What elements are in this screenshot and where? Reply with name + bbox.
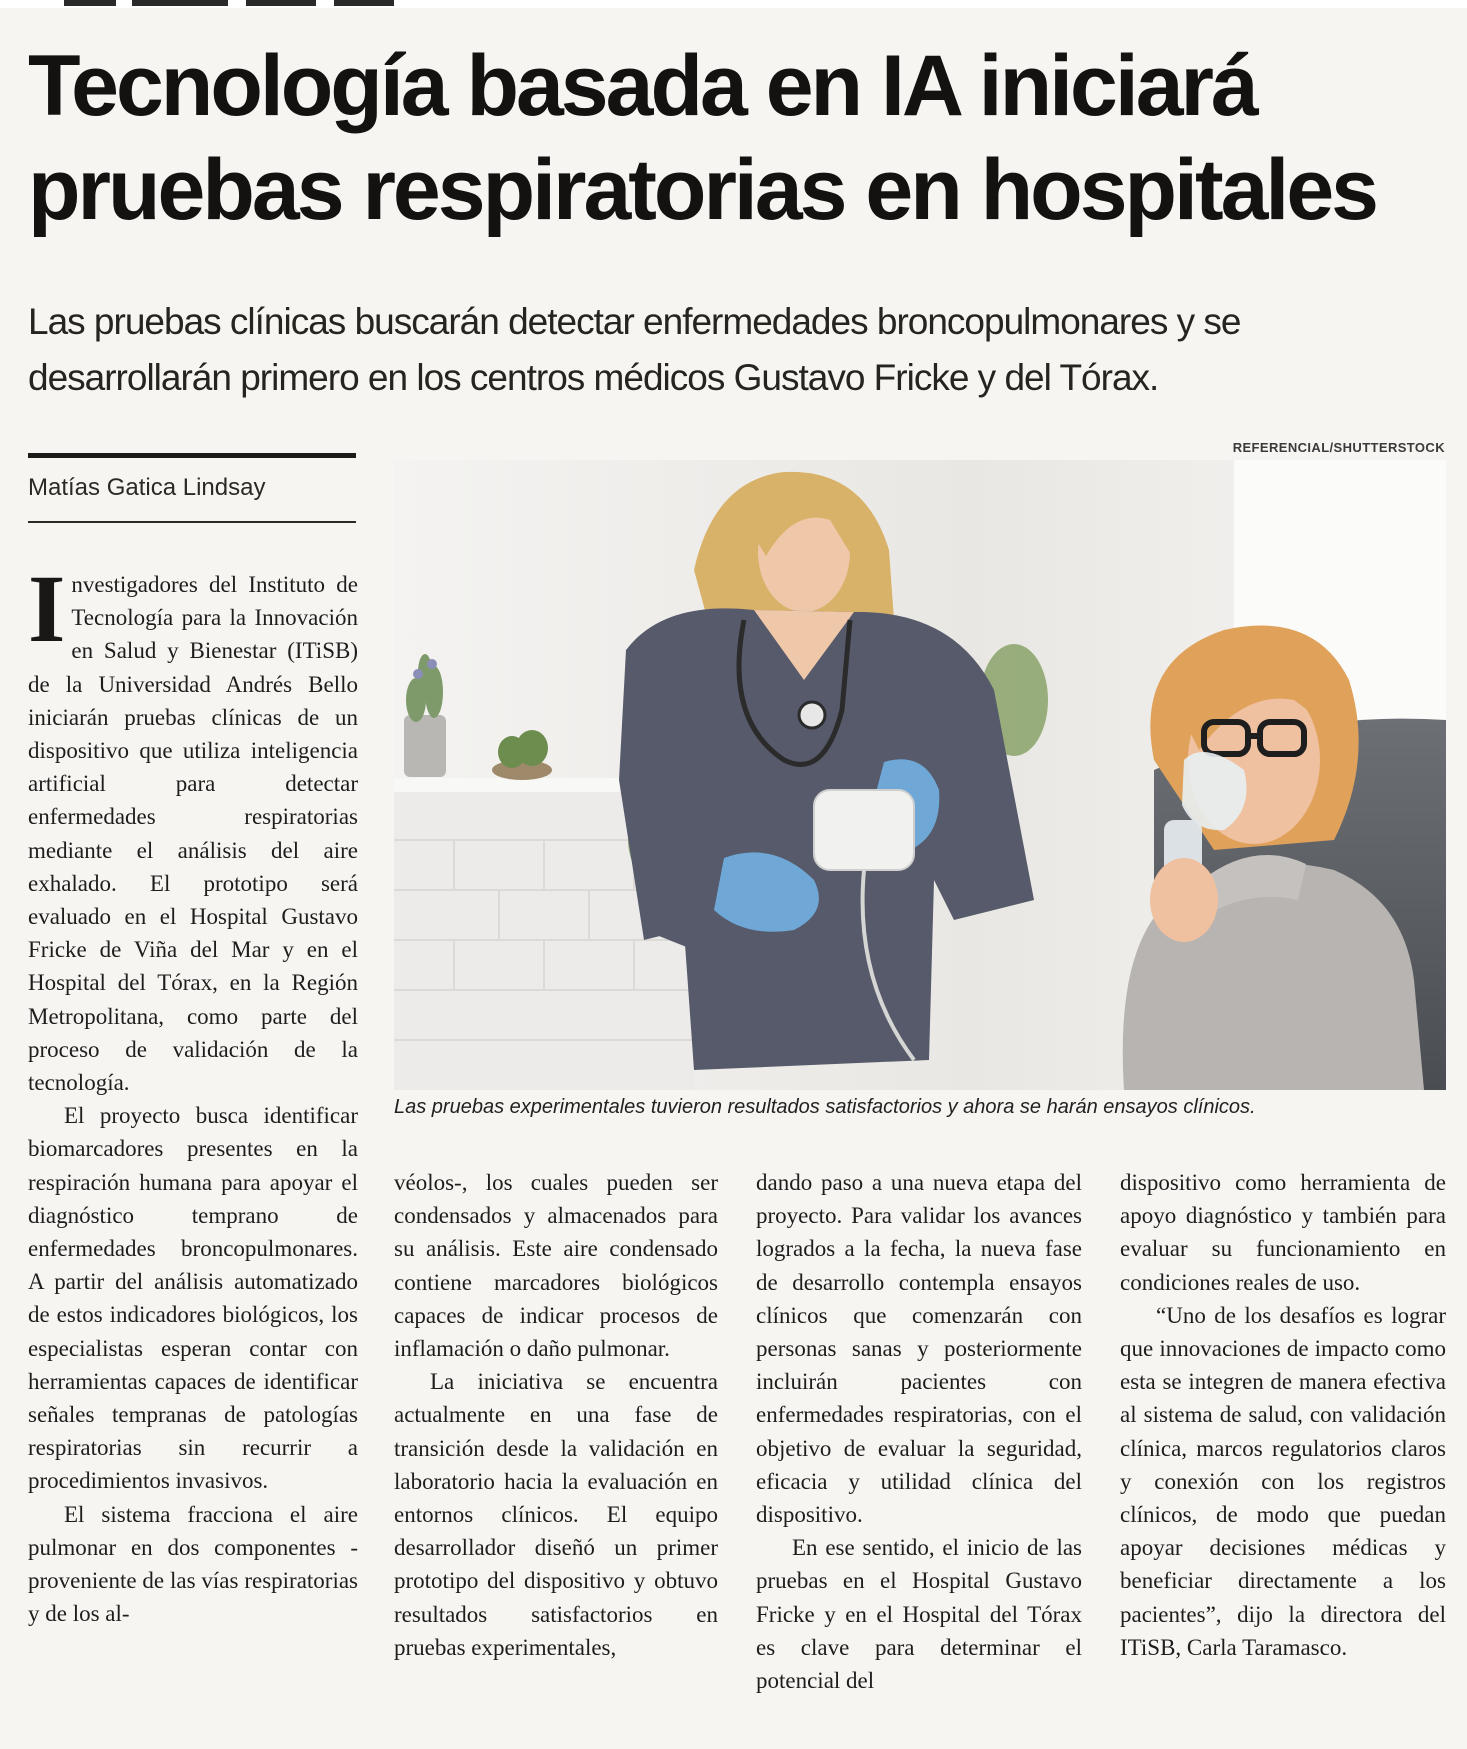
paragraph-text: nvestigadores del Instituto de Tecnología para la Innovación en Salud y Bienestar (ITiSB) de la Universidad Andrés Bello iniciarán pruebas clínicas de un dispositivo que utiliza inteligencia artificial para detectar enfermedades respiratorias mediante el análisis del aire exhalado. El prototipo será evaluado en el Hospital Gustavo Fricke de Viña del Mar y en el Hospital del Tórax, en la Región Metropolitana, como parte del proceso de validación de la tecnología.: [28, 572, 358, 1096]
headline-line-1: Tecnología basada en IA iniciará: [28, 38, 1256, 134]
article-photo: [394, 460, 1446, 1090]
subheadline-line-1: Las pruebas clínicas buscarán detectar enfermedades broncopulmonares y se: [28, 301, 1241, 342]
article-column-4: [1120, 1166, 1446, 1664]
photo-credit: REFERENCIAL/SHUTTERSTOCK: [1232, 440, 1445, 455]
article-paragraph: dispositivo como herramienta de apoyo diagnóstico y también para evaluar su funcionamiento en condiciones reales de uso.: [1120, 1170, 1446, 1295]
article-column-3: [756, 1166, 1082, 1697]
article-column-1: [28, 555, 358, 1631]
subheadline-line-2: desarrollarán primero en los centros médicos Gustavo Fricke y del Tórax.: [28, 357, 1159, 398]
article-paragraph: El proyecto busca identificar biomarcadores presentes en la respiración humana para apoyar el diagnóstico temprano de enfermedades broncopulmonares. A partir del análisis automatizado de estos indicadores biológicos, los especialistas esperan contar con herramientas capaces de identificar señales tempranas de patologías respiratorias sin recurrir a procedimientos invasivos.: [28, 1103, 358, 1494]
headline-line-2: pruebas respiratorias en hospitales: [28, 142, 1376, 238]
drop-cap: I: [28, 555, 66, 662]
article-paragraph: En ese sentido, el inicio de las pruebas en el Hospital Gustavo Fricke y en el Hospital del Tórax es clave para determinar el potencial del: [756, 1535, 1082, 1694]
byline: Matías Gatica Lindsay: [28, 474, 266, 501]
article-paragraph: “Uno de los desafíos es lograr que innovaciones de impacto como esta se integren de manera efectiva al sistema de salud, con validación clínica, marcos regulatorios claros y conexión con los registros clínicos, de modo que puedan apoyar decisiones médicas y beneficiar directamente a los pacientes”, dijo la directora del ITiSB, Carla Taramasco.: [1120, 1302, 1446, 1660]
headline: [28, 34, 1448, 242]
article-column-2: [394, 1166, 718, 1664]
top-strip: [0, 0, 1467, 8]
article-paragraph: dando paso a una nueva etapa del proyecto. Para validar los avances logrados a la fecha, la nueva fase de desarrollo contempla ensayos clínicos que comenzarán con personas sanas y posteriormente incluirán pacientes con enfermedades respiratorias, con el objetivo de evaluar la seguridad, eficacia y utilidad clínica del dispositivo.: [756, 1170, 1082, 1528]
photo-illustration: [394, 460, 1446, 1090]
subheadline: [28, 294, 1438, 406]
article-paragraph: La iniciativa se encuentra actualmente en una fase de transición desde la validación en laboratorio hacia la evaluación en entornos clínicos. El equipo desarrollador diseñó un primer prototipo del dispositivo y obtuvo resultados satisfactorios en pruebas experimentales,: [394, 1369, 718, 1660]
byline-rule-top: [28, 453, 356, 458]
article-paragraph: véolos-, los cuales pueden ser condensados y almacenados para su análisis. Este aire condensado contiene marcadores biológicos capaces de indicar procesos de inflamación o daño pulmonar.: [394, 1170, 718, 1362]
photo-caption: Las pruebas experimentales tuvieron resultados satisfactorios y ahora se harán ensayos clínicos.: [394, 1096, 1256, 1118]
article-paragraph: El sistema fracciona el aire pulmonar en dos componentes -proveniente de las vías respiratorias y de los al-: [28, 1501, 358, 1627]
article-paragraph: [28, 555, 358, 1099]
byline-rule-bottom: [28, 521, 356, 523]
